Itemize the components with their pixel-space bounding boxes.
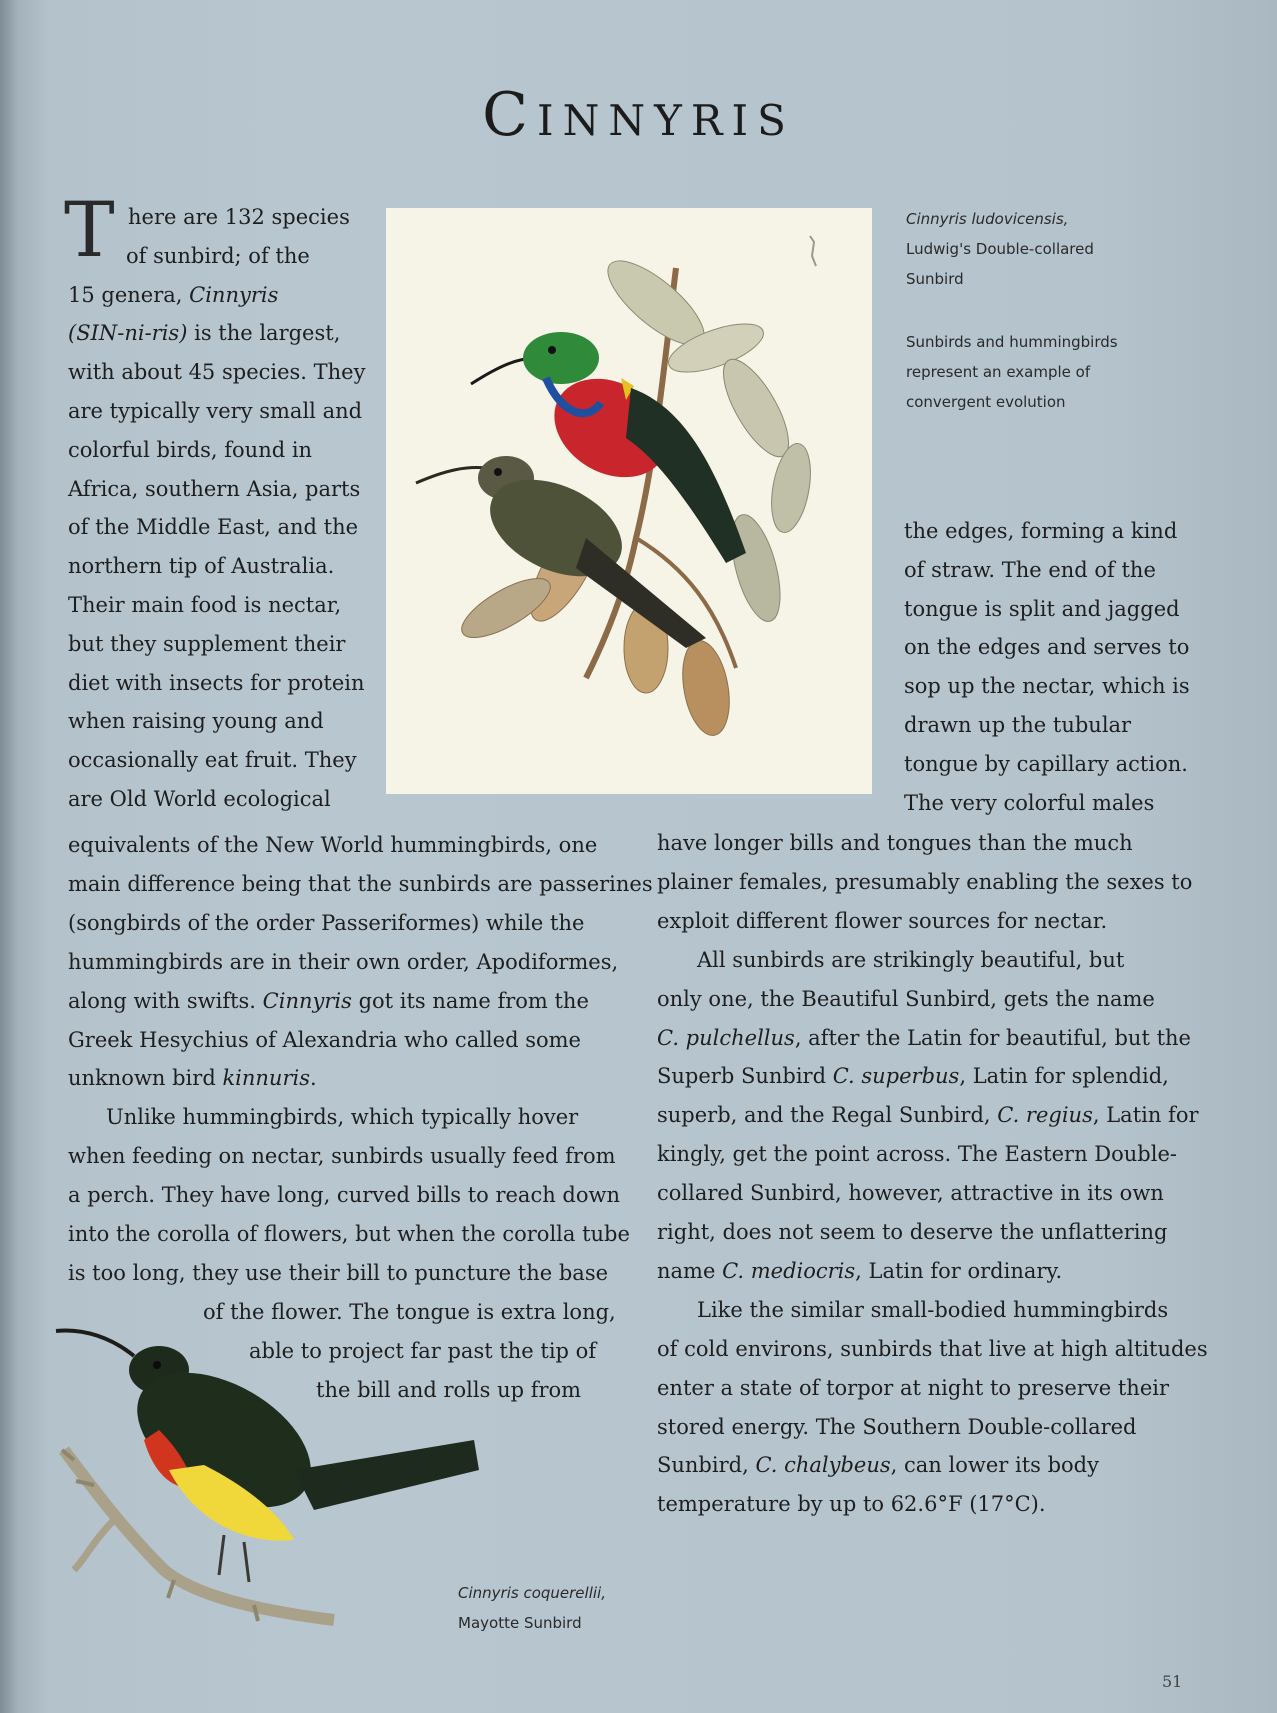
text-line-left-lower: hummingbirds are in their own order, Apodiformes, <box>68 949 619 974</box>
text-line-right: tongue is split and jagged <box>904 596 1180 621</box>
text-line-right-lower: Superb Sunbird C. superbus, Latin for splendid, <box>657 1064 1169 1089</box>
text-line-left-lower: Greek Hesychius of Alexandria who called some <box>68 1027 581 1052</box>
text-line-left-lower: able to project far past the tip of <box>249 1338 597 1363</box>
text-line-right-lower: Like the similar small-bodied hummingbirds <box>697 1297 1169 1322</box>
text-line-right-lower: plainer females, presumably enabling the sexes to <box>657 869 1193 894</box>
text-line-left: 15 genera, Cinnyris <box>68 282 279 307</box>
text-line-right: tongue by capillary action. <box>904 751 1188 776</box>
mayotte-sunbird-illustration <box>54 1320 484 1630</box>
illustration-mayotte-sunbird <box>54 1320 484 1630</box>
text-line-left: but they supplement their <box>68 631 346 656</box>
text-line-left: (SIN-ni-ris) is the largest, <box>68 321 341 346</box>
text-line-right: of straw. The end of the <box>904 557 1156 582</box>
text-line-left: diet with insects for protein <box>68 670 365 695</box>
caption-species-bottom: Cinnyris coquerellii, <box>458 1584 606 1602</box>
sunbird-pair-illustration <box>386 208 872 794</box>
page-title: Cinnyris <box>482 80 795 150</box>
text-line-left: colorful birds, found in <box>68 437 313 462</box>
text-line-left: are typically very small and <box>68 399 363 423</box>
text-line-right-lower: right, does not seem to deserve the unflattering <box>657 1220 1168 1244</box>
text-line-left-lower: when feeding on nectar, sunbirds usually feed from <box>68 1144 616 1169</box>
text-line-left: are Old World ecological <box>68 787 331 811</box>
text-line-left-lower: of the flower. The tongue is extra long, <box>203 1299 616 1324</box>
text-line-right-lower: superb, and the Regal Sunbird, C. regius, Latin for <box>657 1103 1199 1128</box>
text-line-left-lower: a perch. They have long, curved bills to reach down <box>68 1183 620 1208</box>
text-line-right-lower: collared Sunbird, however, attractive in its own <box>657 1181 1164 1206</box>
text-line-right: The very colorful males <box>904 790 1155 815</box>
text-line-left-lower: (songbirds of the order Passeriformes) while the <box>68 910 585 935</box>
text-line-right-lower: All sunbirds are strikingly beautiful, but <box>697 947 1125 972</box>
caption-note-line2: represent an example of <box>906 363 1091 381</box>
text-line-right-lower: exploit different flower sources for nectar. <box>657 908 1108 933</box>
caption-common-bottom: Mayotte Sunbird <box>458 1614 582 1632</box>
text-line-right-lower: name C. mediocris, Latin for ordinary. <box>657 1258 1063 1283</box>
text-line-left-lower: the bill and rolls up from <box>316 1377 582 1402</box>
text-line-right-lower: kingly, get the point across. The Eastern Double- <box>657 1142 1177 1167</box>
illustration-plate-ludwigs-sunbird <box>386 208 872 794</box>
text-line-left: when raising young and <box>68 709 324 734</box>
text-line-left-lower: unknown bird kinnuris. <box>68 1066 317 1091</box>
text-line-left: of the Middle East, and the <box>68 515 359 540</box>
text-line-left-lower: Unlike hummingbirds, which typically hover <box>106 1105 579 1130</box>
drop-cap: T <box>64 185 115 274</box>
text-line-left-lower: into the corolla of flowers, but when the corolla tube <box>68 1222 630 1246</box>
text-line-right: the edges, forming a kind <box>904 519 1178 543</box>
text-line-right-lower: C. pulchellus, after the Latin for beautiful, but the <box>657 1025 1191 1050</box>
text-line-right-lower: temperature by up to 62.6°F (17°C). <box>657 1492 1046 1517</box>
text-line-right: sop up the nectar, which is <box>904 674 1190 699</box>
text-line-right: on the edges and serves to <box>904 635 1190 660</box>
text-line-left: Africa, southern Asia, parts <box>68 476 361 501</box>
text-line-left-lower: is too long, they use their bill to puncture the base <box>68 1260 609 1285</box>
text-line-left: of sunbird; of the <box>126 243 310 268</box>
caption-note-line1: Sunbirds and hummingbirds <box>906 333 1118 351</box>
caption-common-top-line2: Sunbird <box>906 270 964 288</box>
text-line-left: with about 45 species. They <box>68 360 366 385</box>
text-line-right: drawn up the tubular <box>904 713 1132 737</box>
page-number: 51 <box>1162 1672 1183 1691</box>
text-line-left: occasionally eat fruit. They <box>68 748 357 773</box>
text-line-right-lower: enter a state of torpor at night to preserve their <box>657 1375 1169 1400</box>
text-line-left-lower: equivalents of the New World hummingbirds, one <box>68 833 598 857</box>
text-line-left: northern tip of Australia. <box>68 554 335 579</box>
text-line-left-lower: main difference being that the sunbirds are passerines <box>68 871 653 896</box>
caption-common-top-line1: Ludwig's Double-collared <box>906 240 1094 258</box>
text-line-right-lower: Sunbird, C. chalybeus, can lower its body <box>657 1453 1099 1478</box>
text-line-left: Their main food is nectar, <box>68 593 342 617</box>
text-line-left: here are 132 species <box>128 205 350 229</box>
text-line-right-lower: stored energy. The Southern Double-collared <box>657 1414 1137 1439</box>
text-line-right-lower: only one, the Beautiful Sunbird, gets the name <box>657 986 1155 1011</box>
caption-species-top: Cinnyris ludovicensis, <box>906 210 1069 228</box>
text-line-right-lower: of cold environs, sunbirds that live at high altitudes <box>657 1336 1208 1361</box>
text-line-right-lower: have longer bills and tongues than the much <box>657 831 1133 855</box>
caption-note-line3: convergent evolution <box>906 393 1066 411</box>
text-line-left-lower: along with swifts. Cinnyris got its name from the <box>68 988 589 1013</box>
